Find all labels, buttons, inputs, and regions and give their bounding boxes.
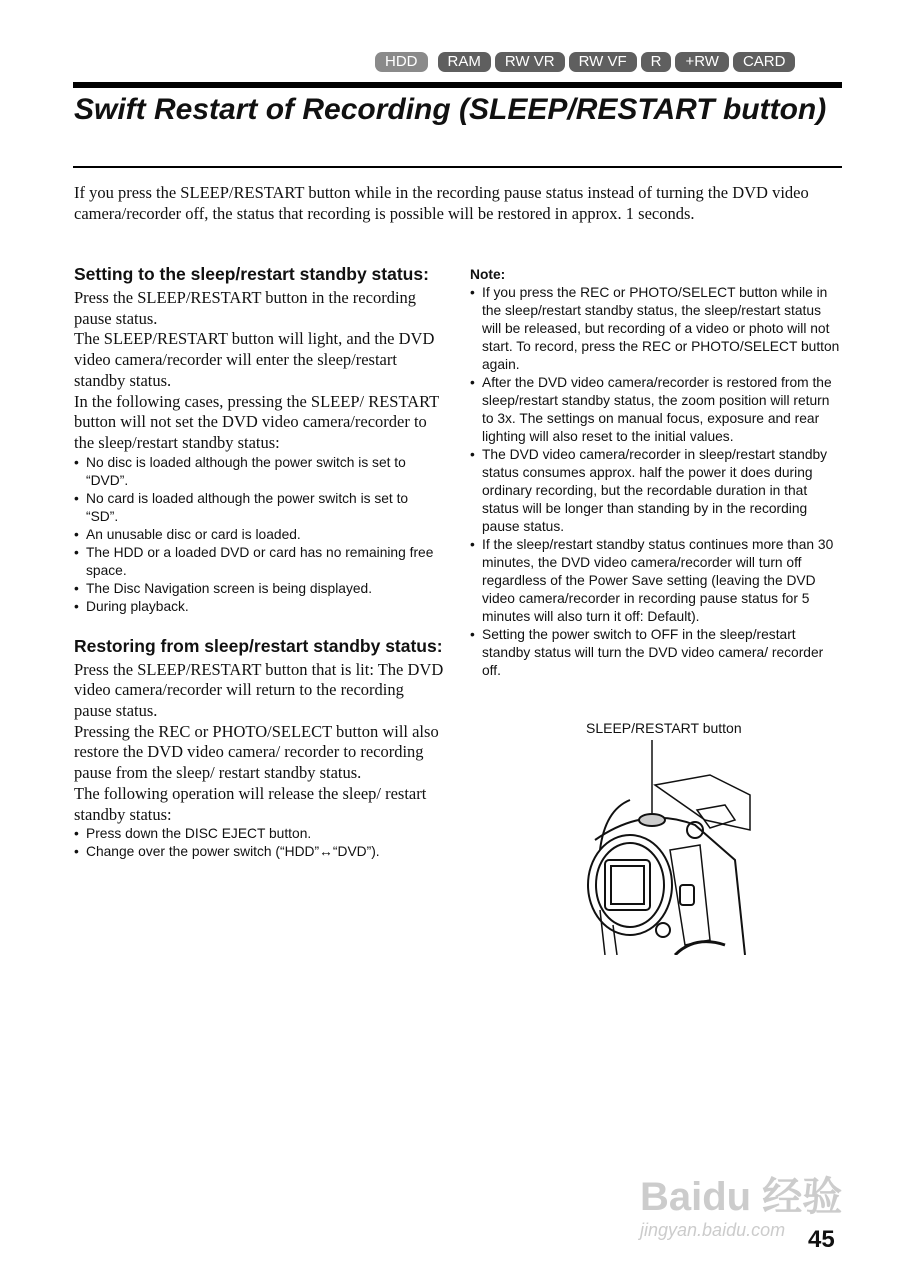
list-item: • After the DVD video camera/recorder is restored from the sleep/restart standby status, the zoom position will return to 3x. The settings on manual focus, exposure and rear lighting will also reset to the initial values. <box>470 374 842 446</box>
paragraph: Press the SLEEP/RESTART button that is lit: The DVD video camera/recorder will return to the recording pause status. <box>74 659 444 721</box>
section-heading: Restoring from sleep/restart standby status: <box>74 635 443 656</box>
bullet-list <box>74 825 444 861</box>
tab-plus-rw: +RW <box>675 52 728 72</box>
tab-hdd: HDD <box>375 52 428 72</box>
title-rule <box>73 166 842 168</box>
tab-card: CARD <box>733 52 796 72</box>
paragraph: Press the SLEEP/RESTART button in the recording pause status. <box>74 288 417 328</box>
page-number: 45 <box>808 1226 835 1253</box>
top-rule <box>73 82 842 88</box>
list-item: • No card is loaded although the power switch is set to “SD”. <box>74 490 444 526</box>
page-title: Swift Restart of Recording (SLEEP/RESTART button) <box>74 93 827 126</box>
list-item: • An unusable disc or card is loaded. <box>74 526 444 544</box>
camcorder-illustration <box>585 740 755 955</box>
watermark-logo: Baidu 经验 <box>640 1175 843 1219</box>
list-item: • Change over the power switch (“HDD”↔“DVD”). <box>74 843 444 861</box>
figure-caption: SLEEP/RESTART button <box>586 720 742 736</box>
note-list <box>470 284 842 680</box>
list-item: • No disc is loaded although the power switch is set to “DVD”. <box>74 454 444 490</box>
tab-rw-vr: RW VR <box>495 52 565 72</box>
list-item: • The DVD video camera/recorder in sleep/restart standby status consumes approx. half the power it does during ordinary recording, but the recordable duration in that status will be longer than standing by in the recording pause status. <box>470 446 842 536</box>
list-item: • Setting the power switch to OFF in the sleep/restart standby status will turn the DVD video camera/ recorder off. <box>470 626 842 680</box>
list-item: • If the sleep/restart standby status continues more than 30 minutes, the DVD video camera/recorder will turn off regardless of the Power Save setting (leaving the DVD video camera/recorder in recording pause status for 5 minutes will also turn it off: Default). <box>470 536 842 626</box>
paragraph: The SLEEP/RESTART button will light, and the DVD video camera/recorder will enter the sleep/restart standby status. <box>74 329 435 390</box>
disc-type-tabs <box>375 52 795 72</box>
tab-rw-vf: RW VF <box>569 52 637 72</box>
list-item: • The HDD or a loaded DVD or card has no remaining free space. <box>74 544 444 580</box>
paragraph: Pressing the REC or PHOTO/SELECT button will also restore the DVD video camera/ recorder to recording pause from the sleep/ restart standby status. <box>74 721 439 783</box>
tab-ram: RAM <box>438 52 491 72</box>
note-column <box>470 266 842 680</box>
left-column <box>74 264 444 861</box>
watermark-url: jingyan.baidu.com <box>640 1220 786 1240</box>
section-heading: Setting to the sleep/restart standby status: <box>74 264 429 284</box>
intro-paragraph: If you press the SLEEP/RESTART button while in the recording pause status instead of turning the DVD video camera/recorder off, the status that recording is possible will be restored in approx. 1 seconds. <box>74 183 809 223</box>
list-item: • The Disc Navigation screen is being displayed. <box>74 580 444 598</box>
paragraph: In the following cases, pressing the SLEEP/ RESTART button will not set the DVD video camera/recorder to the sleep/restart standby status: <box>74 391 439 452</box>
note-label: Note: <box>470 267 506 282</box>
bullet-list <box>74 454 444 616</box>
paragraph: The following operation will release the sleep/ restart standby status: <box>74 783 427 824</box>
tab-r: R <box>641 52 672 72</box>
list-item: • Press down the DISC EJECT button. <box>74 825 444 843</box>
list-item: • If you press the REC or PHOTO/SELECT button while in the sleep/restart standby status, the sleep/restart status will be released, but recording of a video or photo will not start. To record, press the REC or PHOTO/SELECT button again. <box>470 284 842 374</box>
list-item: • During playback. <box>74 598 444 616</box>
